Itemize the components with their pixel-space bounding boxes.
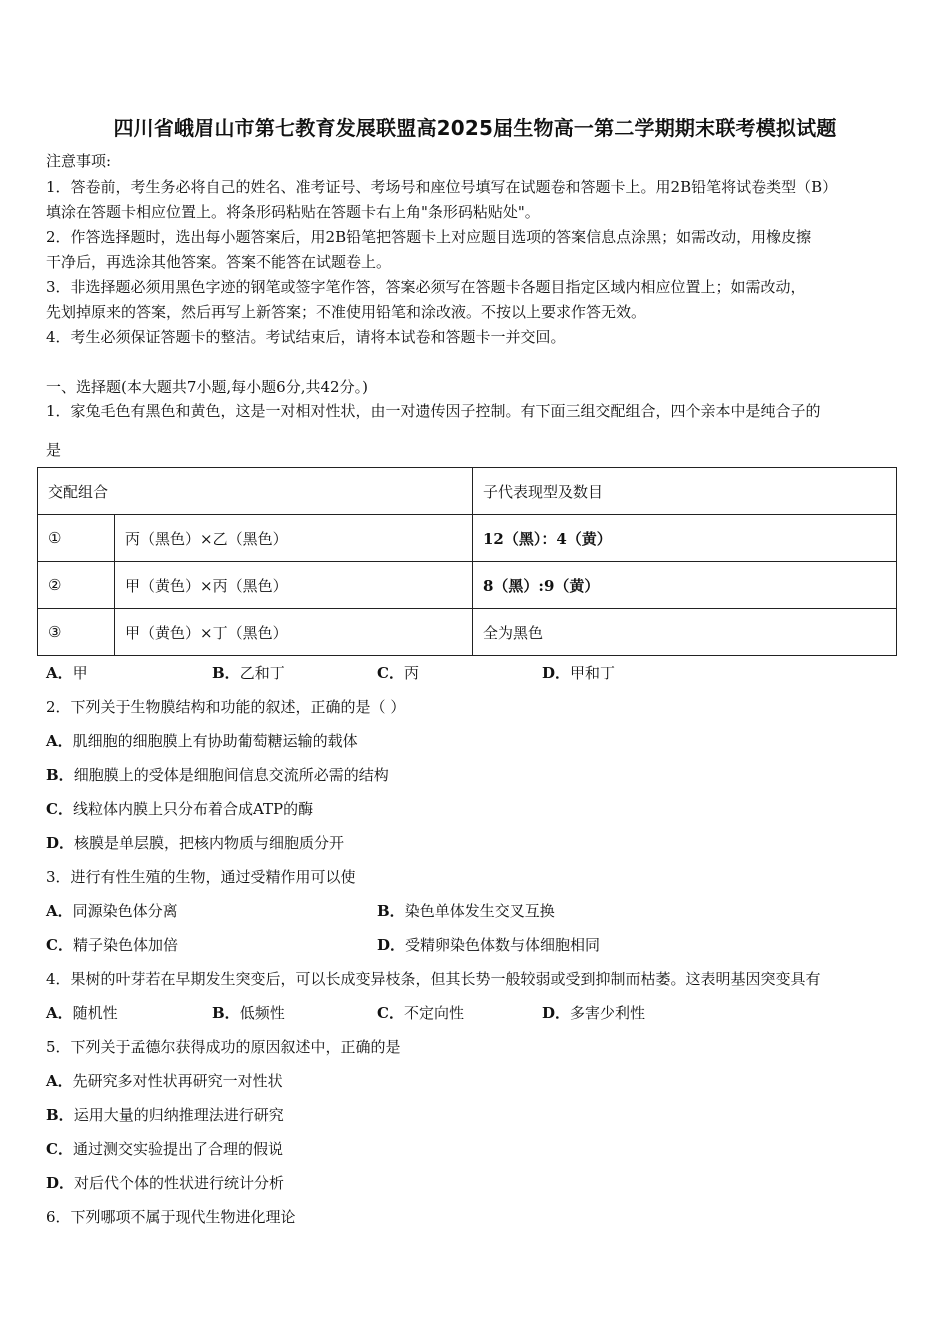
- notice-line: 1．答卷前，考生务必将自己的姓名、准考证号、考场号和座位号填写在试题卷和答题卡上。用2B铅笔将试卷类型（B）: [46, 178, 838, 196]
- exam-title: 四川省峨眉山市第七教育发展联盟高2025届生物高一第二学期期末联考模拟试题: [113, 116, 837, 140]
- q2-option-b: B．细胞膜上的受体是细胞间信息交流所必需的结构: [46, 766, 389, 784]
- notice-line: 3．非选择题必须用黑色字迹的钢笔或签字笔作答，答案必须写在答题卡各题目指定区域内相应位置上；如需改动，: [46, 278, 806, 296]
- q1-option-b: B．乙和丁: [212, 664, 285, 682]
- q1-stem: 1．家兔毛色有黑色和黄色，这是一对相对性状，由一对遗传因子控制。有下面三组交配组合，四个亲本中是纯合子的: [46, 402, 821, 420]
- q1-option-c: C．丙: [377, 664, 419, 682]
- q3-option-a: A．同源染色体分离: [46, 902, 178, 920]
- q1-stem-continued: 是: [46, 441, 62, 459]
- q5-option-d: D．对后代个体的性状进行统计分析: [46, 1174, 285, 1192]
- result-cell: 12（黑）：4（黄）: [473, 515, 897, 562]
- q3-option-d: D．受精卵染色体数与体细胞相同: [377, 936, 601, 954]
- notice-line: 4．考生必须保证答题卡的整洁。考试结束后，请将本试卷和答题卡一并交回。: [46, 328, 566, 346]
- q4-stem: 4．果树的叶芽若在早期发生突变后，可以长成变异枝条，但其长势一般较弱或受到抑制而枯萎。这表明基因突变具有: [46, 970, 821, 988]
- table-row: [38, 562, 897, 609]
- q4-option-a: A．随机性: [46, 1004, 118, 1022]
- q5-option-c: C．通过测交实验提出了合理的假说: [46, 1140, 283, 1158]
- q4-option-b: B．低频性: [212, 1004, 285, 1022]
- q2-stem: 2．下列关于生物膜结构和功能的叙述，正确的是（ ）: [46, 698, 406, 716]
- q2-option-a: A．肌细胞的细胞膜上有协助葡萄糖运输的载体: [46, 732, 358, 750]
- q4-option-d: D．多害少利性: [542, 1004, 646, 1022]
- q5-stem: 5．下列关于孟德尔获得成功的原因叙述中，正确的是: [46, 1038, 401, 1056]
- header-result: 子代表现型及数目: [473, 468, 897, 515]
- q3-stem: 3．进行有性生殖的生物，通过受精作用可以使: [46, 868, 356, 886]
- q1-option-d: D．甲和丁: [542, 664, 616, 682]
- cross-cell: 甲（黄色）×丁（黑色）: [115, 609, 473, 656]
- row-number: ①: [38, 515, 115, 562]
- q1-option-a: A．甲: [46, 664, 88, 682]
- cross-table: [37, 467, 897, 656]
- notice-heading: 注意事项:: [46, 152, 112, 170]
- cross-cell: 甲（黄色）×丙（黑色）: [115, 562, 473, 609]
- notice-line: 填涂在答题卡相应位置上。将条形码粘贴在答题卡右上角"条形码粘贴处"。: [46, 203, 540, 221]
- notice-line: 先划掉原来的答案，然后再写上新答案；不准使用铅笔和涂改液。不按以上要求作答无效。: [46, 303, 647, 321]
- q6-stem: 6．下列哪项不属于现代生物进化理论: [46, 1208, 296, 1226]
- notice-line: 干净后，再选涂其他答案。答案不能答在试题卷上。: [46, 253, 392, 271]
- table-row: [38, 609, 897, 656]
- q3-option-b: B．染色单体发生交叉互换: [377, 902, 555, 920]
- q5-option-b: B．运用大量的归纳推理法进行研究: [46, 1106, 284, 1124]
- result-cell: 8（黑）:9（黄）: [473, 562, 897, 609]
- q2-option-d: D．核膜是单层膜，把核内物质与细胞质分开: [46, 834, 345, 852]
- q3-option-c: C．精子染色体加倍: [46, 936, 178, 954]
- row-number: ②: [38, 562, 115, 609]
- row-number: ③: [38, 609, 115, 656]
- cross-cell: 丙（黑色）×乙（黑色）: [115, 515, 473, 562]
- q5-option-a: A．先研究多对性状再研究一对性状: [46, 1072, 283, 1090]
- section-heading: 一、选择题(本大题共7小题,每小题6分,共42分。): [46, 378, 368, 396]
- result-cell: 全为黑色: [473, 609, 897, 656]
- table-row: [38, 515, 897, 562]
- header-cross: 交配组合: [38, 468, 473, 515]
- notice-line: 2．作答选择题时，选出每小题答案后，用2B铅笔把答题卡上对应题目选项的答案信息点涂黑；如需改动，用橡皮擦: [46, 228, 812, 246]
- q4-option-c: C．不定向性: [377, 1004, 464, 1022]
- table-header-row: [38, 468, 897, 515]
- q2-option-c: C．线粒体内膜上只分布着合成ATP的酶: [46, 800, 314, 818]
